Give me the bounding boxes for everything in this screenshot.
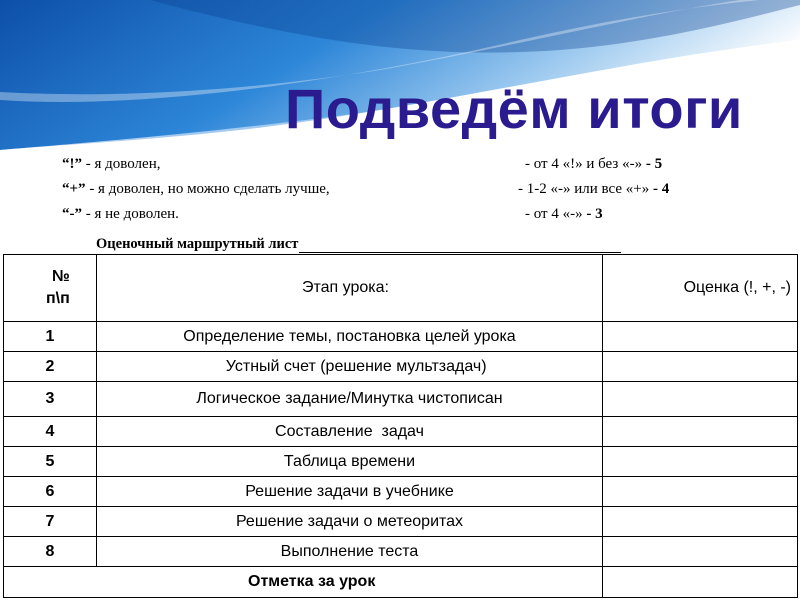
legend-item-excellent <box>62 156 160 173</box>
rule-text: - от 4 «-» <box>525 206 587 222</box>
row-grade-cell[interactable] <box>603 322 798 352</box>
row-grade-cell[interactable] <box>603 537 798 567</box>
row-stage: Решение задачи в учебнике <box>97 477 603 507</box>
row-num: 1 <box>4 322 97 352</box>
legend-text: - я доволен, но можно сделать лучше, <box>85 181 330 197</box>
row-grade-cell[interactable] <box>603 417 798 447</box>
row-stage: Составление задач <box>97 417 603 447</box>
rule-score: - 4 <box>652 181 670 197</box>
header-grade-cell <box>603 255 798 322</box>
row-num: 4 <box>4 417 97 447</box>
header-grade: Оценка (!, +, -) <box>683 279 791 296</box>
row-num: 8 <box>4 537 97 567</box>
legend-symbol: “-” <box>62 206 82 222</box>
table-row <box>4 322 798 352</box>
footer-text: Отметка за урок <box>248 573 376 590</box>
row-num: 3 <box>4 382 97 417</box>
rule-text: - 1-2 «-» или все «+» <box>518 181 653 197</box>
header-num-line2: п\п <box>46 290 70 307</box>
sheet-subtitle <box>96 236 621 253</box>
row-num: 5 <box>4 447 97 477</box>
table-header-row <box>4 255 798 322</box>
legend-text: - я доволен, <box>82 156 161 172</box>
name-underline <box>299 238 621 253</box>
final-grade-cell[interactable] <box>603 567 798 598</box>
legend-rule-4 <box>518 181 669 198</box>
table-row <box>4 477 798 507</box>
row-stage: Устный счет (решение мультзадач) <box>97 352 603 382</box>
row-grade-cell[interactable] <box>603 477 798 507</box>
row-stage: Выполнение теста <box>97 537 603 567</box>
row-grade-cell[interactable] <box>603 382 798 417</box>
sheet-subtitle-text: Оценочный маршрутный лист <box>96 236 299 252</box>
row-grade-cell[interactable] <box>603 507 798 537</box>
table-row <box>4 537 798 567</box>
table-row <box>4 447 798 477</box>
legend-item-good <box>62 181 330 198</box>
header-stage: Этап урока: <box>302 279 389 296</box>
table-row <box>4 417 798 447</box>
legend-rule-3 <box>525 206 603 223</box>
row-num: 2 <box>4 352 97 382</box>
table-footer-row <box>4 567 798 598</box>
row-stage: Таблица времени <box>97 447 603 477</box>
rule-score: - 5 <box>645 156 663 172</box>
page-title: Подведём итоги <box>285 77 743 140</box>
row-grade-cell[interactable] <box>603 447 798 477</box>
table-row <box>4 352 798 382</box>
row-stage: Решение задачи о метеоритах <box>97 507 603 537</box>
row-stage: Определение темы, постановка целей урока <box>97 322 603 352</box>
header-num-cell <box>4 255 97 322</box>
header-num-line1: № <box>52 268 70 285</box>
legend-rule-5 <box>525 156 662 173</box>
row-num: 6 <box>4 477 97 507</box>
legend-text: - я не доволен. <box>82 206 179 222</box>
rule-score: - 3 <box>586 206 603 222</box>
table-row <box>4 382 798 417</box>
row-stage: Логическое задание/Минутка чистописан <box>97 382 603 417</box>
table-row <box>4 507 798 537</box>
footer-label <box>4 567 603 598</box>
rule-text: - от 4 «!» и без «-» <box>525 156 646 172</box>
evaluation-table <box>3 254 798 598</box>
legend-symbol: “+” <box>62 181 86 197</box>
header-stage-cell <box>97 255 603 322</box>
row-num: 7 <box>4 507 97 537</box>
row-grade-cell[interactable] <box>603 352 798 382</box>
legend-symbol: “!” <box>62 156 82 172</box>
legend-item-bad <box>62 206 179 223</box>
